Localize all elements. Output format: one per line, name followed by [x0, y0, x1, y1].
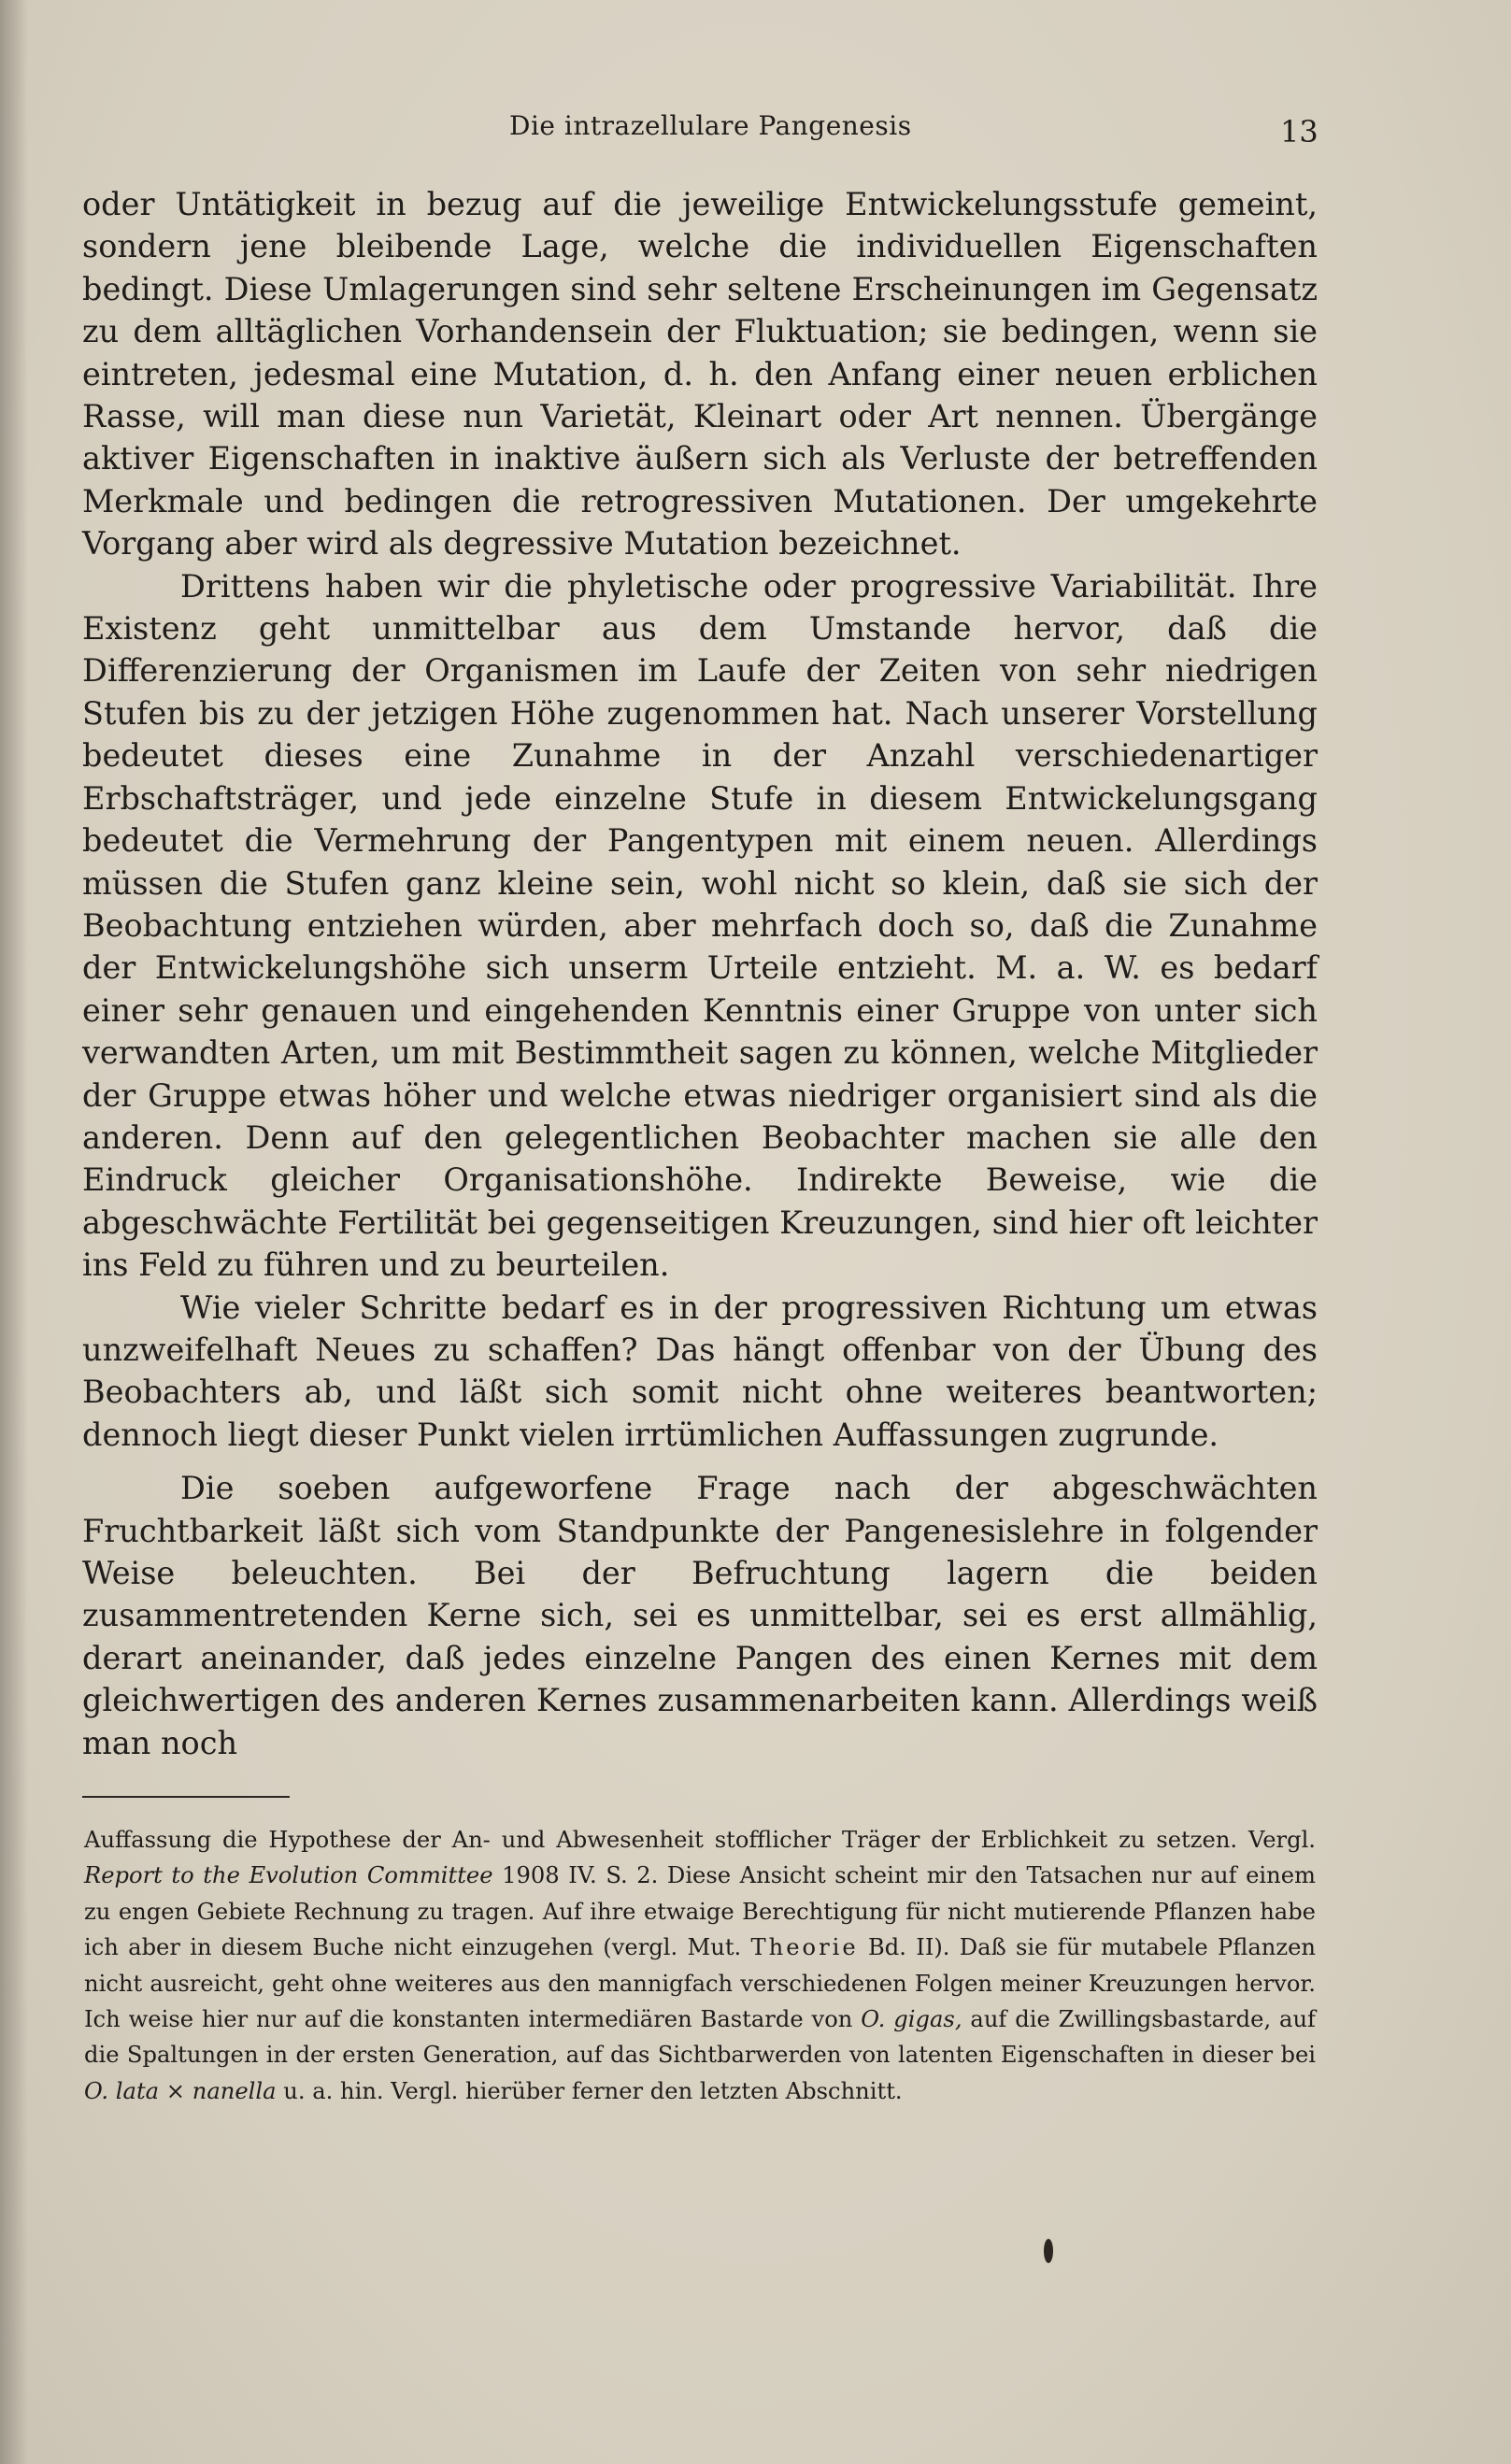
- footnote: [84, 1822, 1316, 2109]
- paragraph-4: Die soeben aufgeworfene Frage nach der abgeschwächten Fruchtbarkeit läßt sich vom Standpunkte der Pangenesislehre in folgender Weise beleuchten. Bei der Befruchtung lagern die beiden zusammentretenden Kerne sich, sei es unmittelbar, sei es erst allmählig, derart aneinander, daß jedes einzelne Pangen des einen Kernes mit dem gleichwertigen des anderen Kernes zusammenarbeiten kann. Allerdings weiß man noch: [82, 1470, 1318, 1761]
- page-number: 13: [1280, 114, 1319, 150]
- ink-speck: [1044, 2239, 1053, 2263]
- footnote-part-5: u. a. hin. Vergl. hierüber ferner den letzten Abschnitt.: [283, 2077, 903, 2104]
- running-title: Die intrazellulare Pangenesis: [509, 110, 912, 141]
- footnote-part-3: Bd. II). Daß sie für mutabele Pflanzen nicht ausreicht, geht ohne weiteres aus den mannigfach verschiedenen Folgen meiner Kreuzungen hervor. Ich weise hier nur auf die konstanten intermediären Bastarde von: [84, 1934, 1316, 2033]
- footnote-part-4: auf die Zwillingsbastarde, auf die Spaltungen in der ersten Generation, auf das Sichtbarwerden von latenten Eigenschaften in dieser bei: [84, 2006, 1316, 2069]
- footnote-part-2: 1908 IV. S. 2. Diese Ansicht scheint mir den Tatsachen nur auf einem zu engen Gebiete Rechnung zu tragen. Auf ihre etwaige Berechtigung für nicht mutierende Pflanzen habe ich aber in diesem Buche nicht einzugehen (vergl. Mut.: [84, 1862, 1316, 1961]
- paragraph-1: oder Untätigkeit in bezug auf die jeweilige Entwickelungsstufe gemeint, sondern jene bleibende Lage, welche die individuellen Eigenschaften bedingt. Diese Umlagerungen sind sehr seltene Erscheinungen im Gegensatz zu dem alltäglichen Vorhandensein der Fluktuation; sie bedingen, wenn sie eintreten, jedesmal eine Mutation, d. h. den Anfang einer neuen erblichen Rasse, will man diese nun Varietät, Kleinart oder Art nennen. Übergänge aktiver Eigenschaften in inaktive äußern sich als Verluste der betreffenden Merkmale und bedingen die retrogressiven Mutationen. Der umgekehrte Vorgang aber wird als degressive Mutation bezeichnet.: [82, 186, 1318, 563]
- footnote-text: [84, 1822, 1316, 2109]
- footnote-italic-nanella: nanella: [192, 2077, 277, 2104]
- footnote-italic-lata: O. lata: [84, 2077, 160, 2104]
- footnote-cross-symbol: ×: [165, 2077, 186, 2104]
- binding-shadow: [0, 0, 28, 2464]
- footnote-italic-report: Report to the Evolution Committee: [84, 1862, 493, 1889]
- main-text: [82, 183, 1318, 1764]
- footnote-italic-gigas: O. gigas,: [861, 2006, 962, 2033]
- paragraph-2: Drittens haben wir die phyletische oder progressive Variabilität. Ihre Existenz geht unmittelbar aus dem Umstande hervor, daß die Differenzierung der Organismen im Laufe der Zeiten von sehr niedrigen Stufen bis zu der jetzigen Höhe zugenommen hat. Nach unserer Vorstellung bedeutet dieses eine Zunahme in der Anzahl verschiedenartiger Erbschaftsträger, und jede einzelne Stufe in diesem Entwickelungsgang bedeutet die Vermehrung der Pangentypen mit einem neuen. Allerdings müssen die Stufen ganz kleine sein, wohl nicht so klein, daß sie sich der Beobachtung entziehen würden, aber mehrfach doch so, daß die Zunahme der Entwickelungshöhe sich unserm Urteile entzieht. M. a. W. es bedarf einer sehr genauen und eingehenden Kenntnis einer Gruppe von unter sich verwandten Arten, um mit Bestimmtheit sagen zu können, welche Mitglieder der Gruppe etwas höher und welche etwas niedriger organisiert sind als die anderen. Denn auf den gelegentlichen Beobachter machen sie alle den Eindruck gleicher Organisationshöhe. Indirekte Beweise, wie die abgeschwächte Fertilität bei gegenseitigen Kreuzungen, sind hier oft leichter ins Feld zu führen und zu beurteilen.: [82, 567, 1318, 1284]
- footnote-rule: [82, 1796, 290, 1798]
- paragraph-3: Wie vieler Schritte bedarf es in der progressiven Richtung um etwas unzweifelhaft Neues zu schaffen? Das hängt offenbar von der Übung des Beobachters ab, und läßt sich somit nicht ohne weiteres beantworten; dennoch liegt dieser Punkt vielen irrtümlichen Auffassungen zugrunde.: [82, 1289, 1318, 1453]
- footnote-spaced-theorie: Theorie: [750, 1934, 859, 1961]
- footnote-part-1: Auffassung die Hypothese der An- und Abwesenheit stofflicher Träger der Erblichkeit zu setzen. Vergl.: [84, 1827, 1316, 1853]
